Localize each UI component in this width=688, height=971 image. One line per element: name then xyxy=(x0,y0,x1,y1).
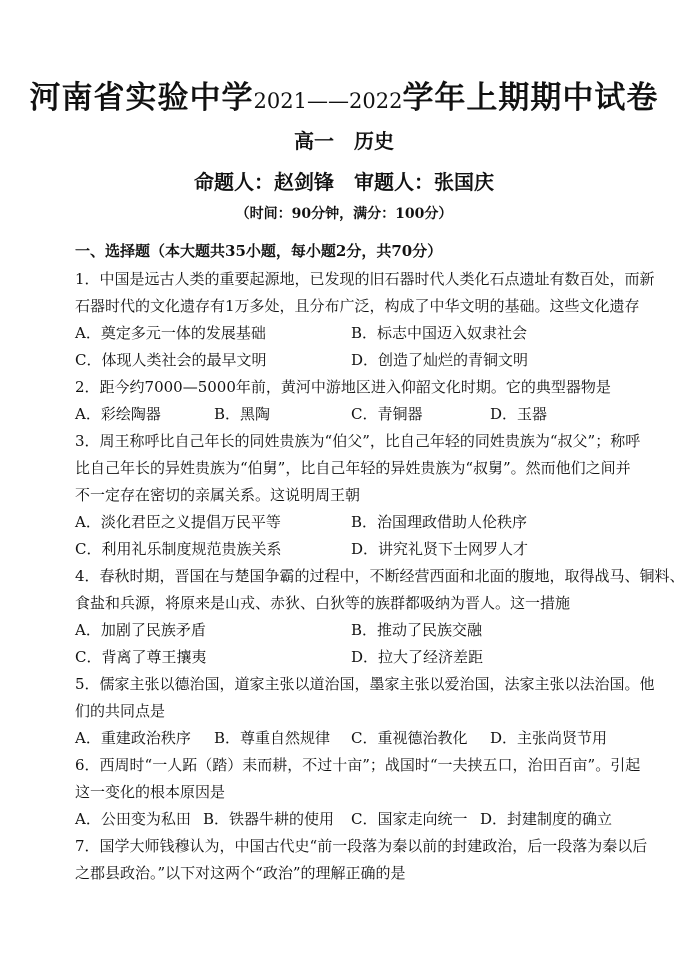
exam-title xyxy=(0,78,688,121)
answer-option: D．拉大了经济差距 xyxy=(351,648,484,666)
answer-option: A．公田变为私田 xyxy=(75,810,191,828)
answer-option: A．奠定多元一体的发展基础 xyxy=(75,324,266,342)
question-line: 3．周王称呼比自己年长的同姓贵族为“伯父”，比自己年轻的同姓贵族为“叔父”；称呼 xyxy=(75,432,641,450)
question-line: 5．儒家主张以德治国，道家主张以道治国，墨家主张以爱治国，法家主张以法治国。他 xyxy=(75,675,655,693)
question-line: 1．中国是远古人类的重要起源地，已发现的旧石器时代人类化石点遗址有数百处，而新 xyxy=(75,270,655,288)
answer-option: D．创造了灿烂的青铜文明 xyxy=(351,351,529,369)
answer-option: B．治国理政借助人伦秩序 xyxy=(351,513,528,531)
answer-option: D．封建制度的确立 xyxy=(480,810,613,828)
answer-option: C．青铜器 xyxy=(351,405,423,423)
question-line: 7．国学大师钱穆认为，中国古代史“前一段落为秦以前的封建政治，后一段落为秦以后 xyxy=(75,837,648,855)
question-line: 石器时代的文化遗存有1万多处，且分布广泛，构成了中华文明的基础。这些文化遗存 xyxy=(75,297,640,315)
answer-option: B．铁器牛耕的使用 xyxy=(203,810,335,828)
answer-option: B．黑陶 xyxy=(214,405,271,423)
answer-option: C．背离了尊王攘夷 xyxy=(75,648,207,666)
answer-option: C．国家走向统一 xyxy=(351,810,468,828)
question-line: 食盐和兵源，将原来是山戎、赤狄、白狄等的族群都吸纳为晋人。这一措施 xyxy=(75,594,571,612)
answer-option: A．淡化君臣之义提倡万民平等 xyxy=(75,513,281,531)
answer-option: A．加剧了民族矛盾 xyxy=(75,621,206,639)
exam-subtitle: 高一 历史 xyxy=(294,129,394,153)
question-line: 们的共同点是 xyxy=(75,702,166,720)
title-term: 学年上期期中试卷 xyxy=(402,80,659,116)
answer-option: D．主张尚贤节用 xyxy=(490,729,608,747)
question-line: 比自己年长的异姓贵族为“伯舅”，比自己年轻的异姓贵族为“叔舅”。然而他们之间并 xyxy=(75,459,631,477)
answer-option: C．重视德治教化 xyxy=(351,729,468,747)
answer-option: B．标志中国迈入奴隶社会 xyxy=(351,324,528,342)
answer-option: A．彩绘陶器 xyxy=(75,405,161,423)
answer-option: C．体现人类社会的最早文明 xyxy=(75,351,267,369)
question-line: 不一定存在密切的亲属关系。这说明周王朝 xyxy=(75,486,361,504)
answer-option: D．玉器 xyxy=(490,405,548,423)
exam-authors: 命题人：赵剑锋 审题人：张国庆 xyxy=(194,170,494,194)
title-school: 河南省实验中学 xyxy=(29,80,254,116)
question-line: 6．西周时“一人跖（踏）耒而耕，不过十亩”；战国时“一夫挟五口，治田百亩”。引起 xyxy=(75,756,641,774)
section-title: 一、选择题（本大题共35小题，每小题2分，共70分） xyxy=(75,242,443,260)
title-years: 2021——2022 xyxy=(253,89,403,113)
exam-time-info: （时间：90分钟，满分：100分） xyxy=(235,206,453,222)
question-line: 之郡县政治。”以下对这两个“政治”的理解正确的是 xyxy=(75,864,406,882)
answer-option: B．尊重自然规律 xyxy=(214,729,331,747)
question-line: 2．距今约7000—5000年前，黄河中游地区进入仰韶文化时期。它的典型器物是 xyxy=(75,378,611,396)
answer-option: D．讲究礼贤下士网罗人才 xyxy=(351,540,529,558)
question-line: 这一变化的根本原因是 xyxy=(75,783,226,801)
answer-option: B．推动了民族交融 xyxy=(351,621,483,639)
answer-option: A．重建政治秩序 xyxy=(75,729,191,747)
question-line: 4．春秋时期，晋国在与楚国争霸的过程中，不断经营西面和北面的腹地，取得战马、铜料、 xyxy=(75,567,685,585)
answer-option: C．利用礼乐制度规范贵族关系 xyxy=(75,540,282,558)
